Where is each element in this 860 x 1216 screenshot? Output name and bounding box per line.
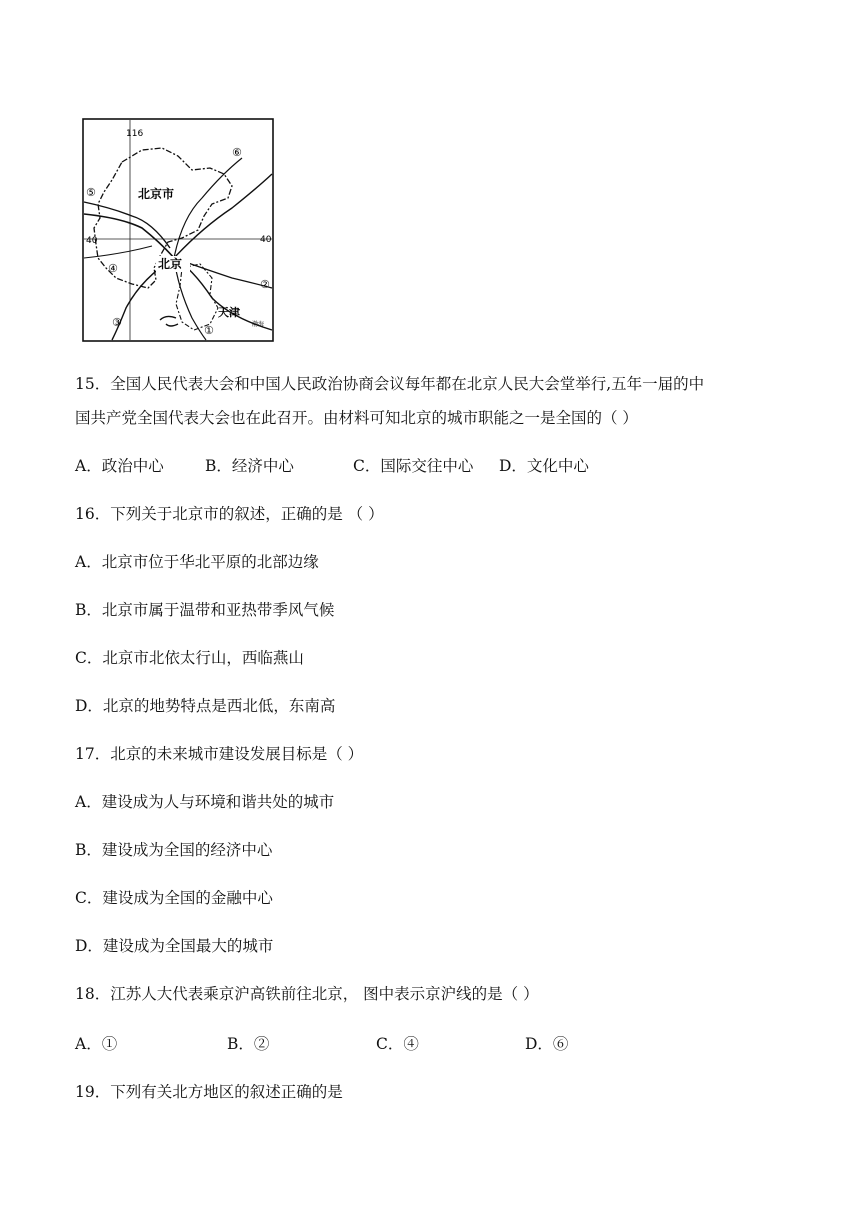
marker-6: ⑥: [232, 146, 242, 159]
q17-stem: 17．北京的未来城市建设发展目标是（ ）: [75, 745, 364, 763]
q15-option-d[interactable]: D．文化中心: [499, 457, 589, 475]
marker-2: ②: [260, 278, 270, 291]
q18-option-b[interactable]: B．②: [227, 1035, 270, 1053]
q19-stem: 19．下列有关北方地区的叙述正确的是: [75, 1083, 343, 1101]
corner-label: 渤海: [252, 321, 265, 328]
marker-5: ⑤: [86, 186, 96, 199]
latitude-label-left: 40: [86, 236, 98, 246]
q15-stem-line-2: 国共产党全国代表大会也在此召开。由材料可知北京的城市职能之一是全国的（ ）: [75, 409, 638, 427]
q17-option-b[interactable]: B．建设成为全国的经济中心: [75, 841, 273, 859]
q15-stem-line-1: 15．全国人民代表大会和中国人民政治协商会议每年都在北京人民大会堂举行,五年一届的中: [75, 375, 705, 393]
q18-option-c[interactable]: C．④: [376, 1035, 419, 1053]
q15-option-b[interactable]: B．经济中心: [205, 457, 294, 475]
beijing-map-figure: [82, 118, 274, 342]
q16-option-a[interactable]: A．北京市位于华北平原的北部边缘: [75, 553, 319, 571]
map-border: [83, 119, 273, 341]
q16-option-b[interactable]: B．北京市属于温带和亚热带季风气候: [75, 601, 335, 619]
q15-option-a[interactable]: A．政治中心: [75, 457, 164, 475]
tianjin-label: 天津: [218, 306, 240, 319]
marker-3: ③: [112, 316, 122, 329]
q15-option-c[interactable]: C．国际交往中心: [353, 457, 474, 475]
q16-option-c[interactable]: C．北京市北依太行山，西临燕山: [75, 649, 304, 667]
beijing-label: 北京: [158, 257, 183, 271]
q18-option-a[interactable]: A．①: [75, 1035, 118, 1053]
marker-4: ④: [108, 262, 118, 275]
longitude-label: 116: [126, 129, 144, 139]
q16-option-d[interactable]: D．北京的地势特点是西北低，东南高: [75, 697, 336, 715]
q18-option-d[interactable]: D．⑥: [525, 1035, 569, 1053]
q17-option-a[interactable]: A．建设成为人与环境和谐共处的城市: [75, 793, 335, 811]
beijing-city-label: 北京市: [138, 187, 175, 201]
latitude-label-right: 40: [260, 235, 272, 245]
marker-1: ①: [204, 324, 214, 337]
q17-option-c[interactable]: C．建设成为全国的金融中心: [75, 889, 273, 907]
q18-stem: 18．江苏人大代表乘京沪高铁前往北京， 图中表示京沪线的是（ ）: [75, 985, 539, 1003]
q16-stem: 16．下列关于北京市的叙述，正确的是 （ ）: [75, 505, 384, 523]
q17-option-d[interactable]: D．建设成为全国最大的城市: [75, 937, 274, 955]
